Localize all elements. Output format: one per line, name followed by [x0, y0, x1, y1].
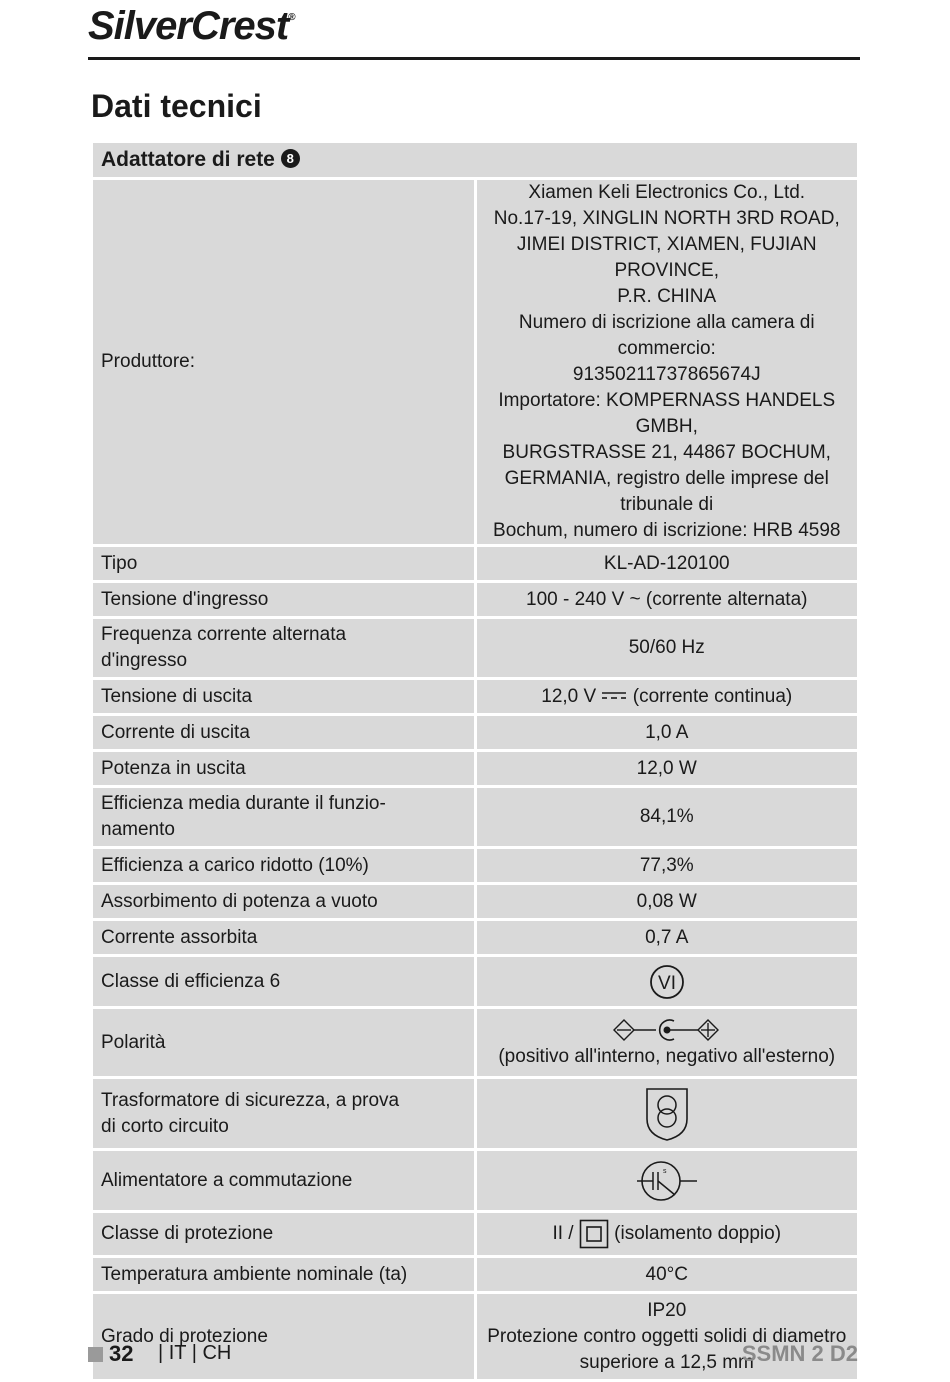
row-value	[475, 956, 859, 1008]
switching-power-supply-icon	[635, 1159, 699, 1203]
row-label: Grado di protezione	[92, 1293, 476, 1381]
double-insulation-icon	[579, 1219, 609, 1249]
row-label-line: Efficienza media durante il funzio-	[101, 793, 386, 814]
row-label: Temperatura ambiente nominale (ta)	[92, 1257, 476, 1293]
row-value: 40°C	[475, 1257, 859, 1293]
row-value: 84,1%	[475, 787, 859, 848]
section-title-text: Adattatore di rete	[101, 148, 275, 171]
row-label-line: di corto circuito	[101, 1115, 229, 1137]
table-row	[92, 1150, 859, 1212]
row-value: 0,7 A	[475, 920, 859, 956]
row-value	[475, 179, 859, 546]
row-value: 12,0 W	[475, 751, 859, 787]
polarity-icon	[612, 1016, 722, 1044]
footer-marker	[88, 1347, 103, 1362]
protection-line: IP20	[647, 1299, 687, 1321]
row-label: Potenza in uscita	[92, 751, 476, 787]
manufacturer-line: Bochum, numero di iscrizione: HRB 4598	[493, 520, 841, 541]
row-label-line: Frequenza corrente alternata	[101, 624, 347, 645]
row-label-line: Trasformatore di sicurezza, a prova	[101, 1089, 400, 1111]
table-row	[92, 546, 859, 582]
manufacturer-line: BURGSTRASSE 21, 44867 BOCHUM,	[502, 442, 831, 463]
header-rule	[88, 57, 860, 60]
row-label: Tensione di uscita	[92, 679, 476, 715]
protection-line: superiore a 12,5 mm	[579, 1351, 754, 1373]
row-value	[475, 1150, 859, 1212]
row-label: Efficienza a carico ridotto (10%)	[92, 848, 476, 884]
table-row	[92, 920, 859, 956]
row-label: Corrente assorbita	[92, 920, 476, 956]
row-label: Classe di efficienza 6	[92, 956, 476, 1008]
efficiency-class-icon	[649, 964, 685, 1000]
brand-logo: SilverCrest®	[88, 4, 295, 48]
value-suffix: (corrente continua)	[632, 685, 793, 707]
table-row	[92, 1257, 859, 1293]
manufacturer-line: JIMEI DISTRICT, XIAMEN, FUJIAN PROVINCE,	[516, 234, 817, 281]
specs-table	[90, 140, 860, 1382]
direct-current-icon	[601, 690, 627, 702]
table-row	[92, 956, 859, 1008]
row-label: Polarità	[92, 1008, 476, 1078]
page-title: Dati tecnici	[91, 88, 262, 124]
row-label	[92, 787, 476, 848]
table-row	[92, 179, 859, 546]
row-value	[475, 1293, 859, 1381]
table-row	[92, 751, 859, 787]
row-label: Tensione d'ingresso	[92, 582, 476, 618]
section-number-badge: 8	[281, 149, 300, 168]
row-label-line: d'ingresso	[101, 650, 188, 671]
row-label: Alimentatore a commutazione	[92, 1150, 476, 1212]
protection-line: Protezione contro oggetti solidi di diametro	[487, 1325, 847, 1347]
row-value: 1,0 A	[475, 715, 859, 751]
table-row	[92, 582, 859, 618]
page-number: 32	[109, 1341, 134, 1366]
row-label	[92, 1078, 476, 1150]
row-value	[475, 1008, 859, 1078]
table-row	[92, 848, 859, 884]
safety-transformer-icon	[643, 1085, 691, 1143]
row-value: KL-AD-120100	[475, 546, 859, 582]
svg-text:s: s	[662, 1167, 667, 1175]
row-value	[475, 1212, 859, 1257]
value-prefix: 12,0 V	[541, 685, 597, 707]
model-code: SSMN 2 D2	[741, 1341, 858, 1366]
polarity-note: (positivo all'interno, negativo all'esterno)	[498, 1045, 836, 1067]
row-label: Tipo	[92, 546, 476, 582]
manufacturer-line: Numero di iscrizione alla camera di commercio:	[518, 312, 815, 359]
manufacturer-line: No.17-19, XINGLIN NORTH 3RD ROAD,	[493, 208, 840, 229]
row-value: 77,3%	[475, 848, 859, 884]
table-row	[92, 715, 859, 751]
row-label: Corrente di uscita	[92, 715, 476, 751]
table-row	[92, 1078, 859, 1150]
value-suffix: (isolamento doppio)	[614, 1223, 782, 1245]
table-row	[92, 884, 859, 920]
manufacturer-line: P.R. CHINA	[617, 286, 717, 307]
row-value	[475, 679, 859, 715]
row-label	[92, 618, 476, 679]
row-label-line: namento	[101, 819, 175, 840]
table-row	[92, 787, 859, 848]
table-row	[92, 1212, 859, 1257]
table-row	[92, 618, 859, 679]
section-title	[92, 142, 859, 179]
manufacturer-line: GERMANIA, registro delle imprese del tribunale di	[504, 468, 829, 515]
row-label: Produttore:	[92, 179, 476, 546]
manufacturer-line: 91350211737865674J	[572, 364, 761, 385]
row-label: Assorbimento di potenza a vuoto	[92, 884, 476, 920]
manufacturer-line: Importatore: KOMPERNASS HANDELS GMBH,	[498, 390, 836, 437]
row-label: Classe di protezione	[92, 1212, 476, 1257]
row-value: 100 - 240 V ~ (corrente alternata)	[475, 582, 859, 618]
table-row	[92, 1293, 859, 1381]
section-header-row	[92, 142, 859, 179]
value-prefix: II /	[552, 1223, 574, 1245]
efficiency-class-text: VI	[657, 972, 676, 994]
table-row	[92, 679, 859, 715]
row-value: 50/60 Hz	[475, 618, 859, 679]
row-value	[475, 1078, 859, 1150]
table-row	[92, 1008, 859, 1078]
manufacturer-line: Xiamen Keli Electronics Co., Ltd.	[528, 182, 806, 203]
row-value: 0,08 W	[475, 884, 859, 920]
footer-languages: | IT | CH	[158, 1342, 232, 1364]
